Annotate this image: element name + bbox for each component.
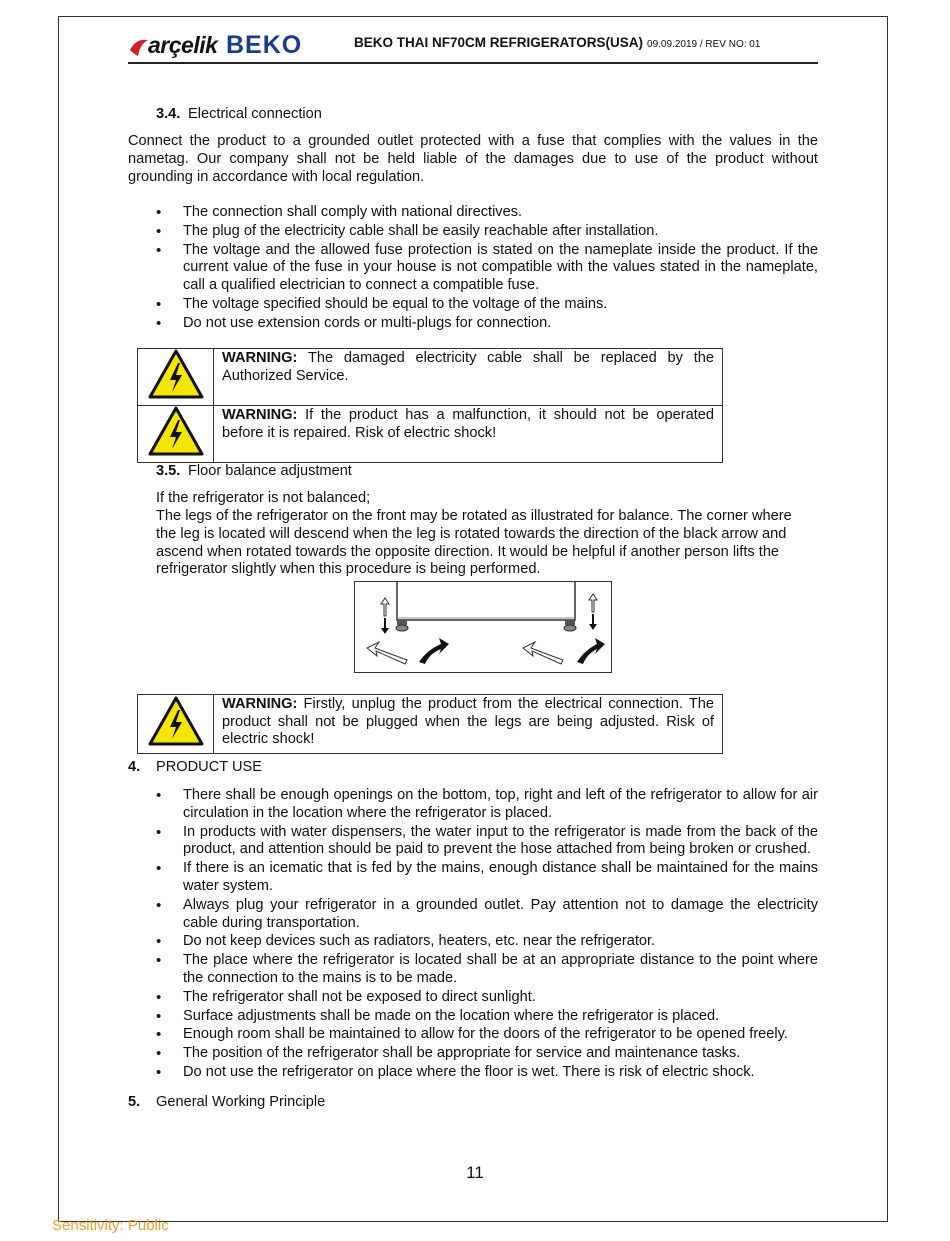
list-item: • The voltage and the allowed fuse protection is stated on the nameplate inside the product. If the current value of the fuse in your house is not compatible with the values stated in the nameplate, call a qualified electrician to connect a compatible fuse. (156, 242, 818, 295)
section-number: 3.5. (156, 463, 181, 479)
document-date-rev: 09.09.2019 / REV NO: 01 (647, 39, 761, 50)
list-item: • Surface adjustments shall be made on the location where the refrigerator is placed. (156, 1008, 818, 1026)
warning-text: The damaged electricity cable shall be replaced by the Authorized Service. (222, 350, 714, 384)
warning-label: WARNING: (222, 407, 298, 423)
list-item: • The voltage specified should be equal to the voltage of the mains. (156, 296, 818, 314)
electric-hazard-icon (148, 406, 204, 456)
warning-row (138, 695, 723, 754)
warning-text-cell (214, 695, 723, 754)
section-number: 4. (128, 759, 141, 775)
section-3-5-line1: If the refrigerator is not balanced; (156, 490, 371, 506)
warning-icon-cell (138, 349, 214, 406)
electric-hazard-icon (148, 696, 204, 746)
warning-table-electrical (137, 348, 723, 463)
section-3-4-heading (156, 106, 322, 124)
warning-label: WARNING: (222, 350, 298, 366)
logo-arcelik-text: arçelik (148, 32, 218, 58)
list-item: • There shall be enough openings on the bottom, top, right and left of the refrigerator to allow for air circulation in the location where the refrigerator is placed. (156, 787, 818, 823)
section-3-4-intro: Connect the product to a grounded outlet protected with a fuse that complies with the values in the nametag. Our company shall not be held liable of the damages due to use of the product without grounding in accordance with local regulation. (128, 133, 818, 185)
section-title: General Working Principle (156, 1094, 326, 1110)
logo-beko-text: BEKO (226, 31, 303, 59)
list-item: • Do not use the refrigerator on place where the floor is wet. There is risk of electric shock. (156, 1064, 818, 1082)
warning-icon-cell (138, 695, 214, 754)
section-title: Floor balance adjustment (188, 463, 352, 479)
warning-row (138, 406, 723, 463)
leg-adjustment-diagram (355, 582, 611, 672)
sensitivity-label: Sensitivity: Public (52, 1217, 169, 1234)
list-item: • The connection shall comply with national directives. (156, 204, 818, 222)
list-item: • In products with water dispensers, the water input to the refrigerator is made from the back of the product, and attention should be paid to prevent the hose attached from being broken or crushed. (156, 824, 818, 860)
list-item: • Do not keep devices such as radiators, heaters, etc. near the refrigerator. (156, 933, 818, 951)
section-title: Electrical connection (188, 106, 322, 122)
warning-row (138, 349, 723, 406)
warning-label: WARNING: (222, 696, 298, 712)
warning-icon-cell (138, 406, 214, 463)
section-4-bullet-list (156, 787, 818, 1083)
section-3-4-bullet-list (156, 204, 818, 334)
warning-text-cell (214, 406, 723, 463)
list-item: • Always plug your refrigerator in a grounded outlet. Pay attention not to damage the electricity cable during transportation. (156, 897, 818, 933)
document-title (354, 35, 760, 50)
leg-adjustment-illustration (354, 581, 612, 673)
warning-table-leg-adjustment (137, 694, 723, 754)
section-5-heading (128, 1094, 325, 1112)
section-number: 5. (128, 1094, 141, 1110)
section-title: PRODUCT USE (156, 759, 262, 775)
warning-text: Firstly, unplug the product from the electrical connection. The product shall not be plugged when the legs are being adjusted. Risk of electric shock! (222, 696, 714, 748)
list-item: • Do not use extension cords or multi-plugs for connection. (156, 315, 818, 333)
list-item: • The position of the refrigerator shall be appropriate for service and maintenance tasks. (156, 1045, 818, 1063)
list-item: • If there is an icematic that is fed by the mains, enough distance shall be maintained for the mains water system. (156, 860, 818, 896)
warning-text: If the product has a malfunction, it should not be operated before it is repaired. Risk of electric shock! (222, 407, 714, 441)
list-item: • The refrigerator shall not be exposed to direct sunlight. (156, 989, 818, 1007)
section-number: 3.4. (156, 106, 181, 122)
list-item: • The plug of the electricity cable shall be easily reachable after installation. (156, 223, 818, 241)
document-title-text: BEKO THAI NF70CM REFRIGERATORS(USA) (354, 35, 644, 50)
warning-text-cell (214, 349, 723, 406)
page-number: 11 (466, 1163, 484, 1182)
list-item: • Enough room shall be maintained to allow for the doors of the refrigerator to be opened freely. (156, 1026, 818, 1044)
section-4-heading (128, 759, 262, 777)
section-3-5-heading (156, 463, 352, 481)
list-item: • The place where the refrigerator is located shall be at an appropriate distance to the point where the connection to the mains is to be made. (156, 952, 818, 988)
arcelik-swoosh-icon (128, 36, 150, 60)
section-3-5-body: The legs of the refrigerator on the front may be rotated as illustrated for balance. The corner where the leg is located will descend when the leg is rotated towards the direction of the black arrow and ascend when rotated towards the opposite direction. It would be helpful if another person lifts the refrigerator slightly when this procedure is being performed. (156, 508, 792, 578)
electric-hazard-icon (148, 349, 204, 399)
document-header (128, 30, 818, 64)
